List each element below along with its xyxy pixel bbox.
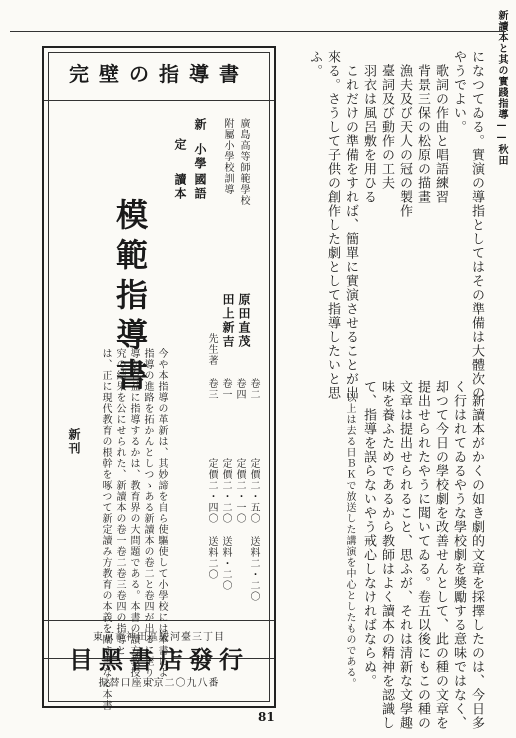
main-note: 以上は去る日ＢＫで放送した講演を中心としたものである。 — [344, 392, 355, 689]
ad-author-affiliation-1: 廣島高等師範學校 — [238, 118, 249, 206]
main-upper-line-3: 歌詞の作曲と唱語練習 — [433, 50, 448, 204]
main-upper-line-5: 漁夫及び天人の冠の製作 — [397, 50, 412, 218]
main-lower-line-4: 提出せられたやうに聞いてゐる。卷五以後にもこの種の — [415, 380, 430, 730]
main-lower-line-6: 味を養ふためであるから教師はよく讀本の精神を認識し — [379, 380, 394, 730]
ad-price-4: 定價二・四〇 送料二〇 — [206, 458, 217, 580]
main-upper-line-8: これだけの準備をすれば、簡單に實演させることが出 — [343, 50, 358, 400]
ad-divider-top — [44, 100, 274, 101]
main-lower-line-3: 却つて今日の學校劇を改善せんとして、此の種の文章を — [433, 380, 448, 730]
main-lower-line-2: く行はれてゐるやうな學校劇を奬勵する意味ではなく、 — [451, 380, 466, 730]
ad-new-label: 新刊 — [67, 428, 81, 456]
ad-price-3: 定價二・二〇 送料・二〇 — [220, 458, 231, 591]
ad-subject-kokugo: 國語 — [193, 173, 207, 201]
ad-author-2: 田上新吉 — [221, 293, 235, 349]
ad-book-title: 模範指導書 — [111, 198, 149, 398]
advertisement-box — [42, 46, 276, 711]
ad-account: 振替口座東京二〇九八番 — [98, 678, 220, 689]
ad-subtitle-new: 新 — [193, 118, 207, 132]
ad-publisher-name: 目黑書店發行 — [69, 645, 249, 674]
ad-description-5: は、正に現代教育の根幹を啄つて新定讀み方教育の本義を闡す書なる本書 — [100, 348, 111, 711]
ad-title: 完壁の指導書 — [69, 62, 249, 86]
ad-authors-suffix: 先生著 — [206, 333, 217, 366]
main-upper-line-10: ふ。 — [307, 50, 322, 78]
page-number: 81 — [258, 710, 275, 724]
main-upper-line-6: 臺詞及び動作の工夫 — [379, 50, 394, 190]
ad-publisher-address: 東京市神田區駿河臺三丁目 — [93, 632, 225, 643]
running-header: 新讀本と其の實踐指導——秋田 — [496, 10, 507, 166]
ad-subject-small: 小學 — [193, 143, 207, 171]
ad-volume-1: 卷二 — [248, 378, 259, 400]
ad-description-1: 今や本指導の革新は、其妙諦を自ら使驅使して小學校には本書によ — [156, 348, 167, 678]
ad-price-1: 定價二・五〇 送料二・二〇 — [248, 458, 259, 602]
main-lower-line-5: 文章は提出せられること、思ふが、それは清新な文學趣 — [397, 380, 412, 730]
ad-author-1: 原田直茂 — [237, 293, 251, 349]
ad-subtitle-teaching: 定 — [173, 138, 187, 152]
header-rule — [10, 31, 506, 32]
main-lower-line-1: 新讀本がかくの如き劇的文章を採擇したのは、今日多 — [469, 380, 484, 730]
main-upper-line-4: 背景三保の松原の描畫 — [415, 50, 430, 204]
ad-volume-4: 卷三 — [206, 378, 217, 400]
main-upper-line-2: やうでよい。 — [451, 50, 466, 134]
ad-description-4: 究の結果を公にせられた、新讀本の卷一卷二卷三卷四の指導と — [114, 348, 125, 656]
ad-volume-3: 卷一 — [220, 378, 231, 400]
ad-price-2: 定價二・一〇 — [234, 458, 245, 524]
main-upper-line-7: 羽衣は風呂敷を用ひる — [361, 50, 376, 204]
main-upper-line-1: になつてゐる。實演の導指としてはその準備は大體次の — [469, 50, 484, 400]
main-lower-line-7: て、指導を誤らないやう戒心しなければならぬ。 — [361, 380, 376, 688]
ad-author-affiliation-2: 附屬小學校訓導 — [222, 118, 233, 195]
ad-subject-teiyomi: 讀本 — [173, 173, 187, 201]
main-upper-line-9: 來る。さうして子供の創作した劇として指導したいと思 — [325, 50, 340, 400]
ad-description-2: 指導の進路を拓かんとしつゝある新讀本の卷二と卷四が出るに至り、 — [142, 348, 153, 689]
ad-volume-2: 卷四 — [234, 378, 245, 400]
ad-description-3: 導が有益に指導するかは、教育界の大問題である。本書の讀方教授 — [128, 348, 139, 678]
